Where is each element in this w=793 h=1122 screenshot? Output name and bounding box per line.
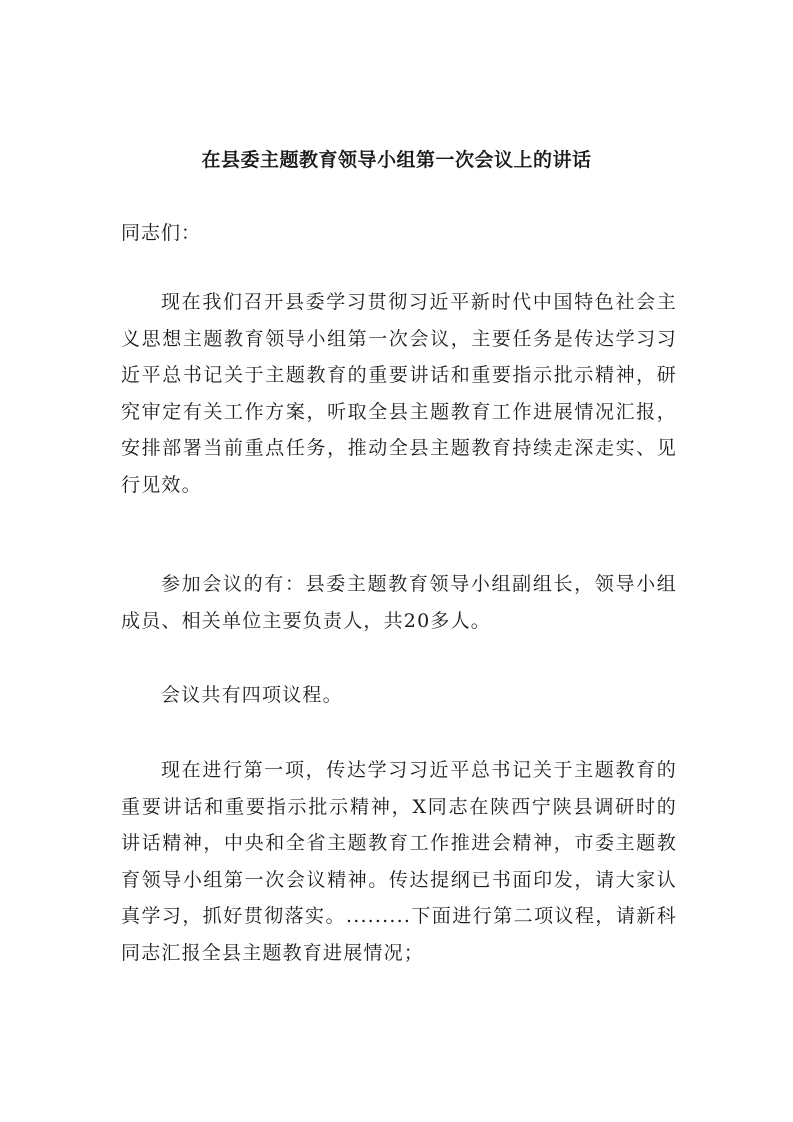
document-title: 在县委主题教育领导小组第一次会议上的讲话	[201, 149, 592, 171]
paragraph-attendees: 参加会议的有：县委主题教育领导小组副组长，领导小组成员、相关单位主要负责人，共20多人。	[121, 573, 677, 632]
paragraph-first-item: 现在进行第一项，传达学习习近平总书记关于主题教育的重要讲话和重要指示批示精神，X同志在陕西宁陕县调研时的讲话精神，中央和全省主题教育工作推进会精神，市委主题教育领导小组第一次会议精神。传达提纲已书面印发，请大家认真学习，抓好贯彻落实。.........下面进行第二项议程，请新科同志汇报全县主题教育进展情况；	[121, 759, 677, 964]
paragraph-agenda-count: 会议共有四项议程。	[161, 684, 343, 706]
paragraph-opening: 现在我们召开县委学习贯彻习近平新时代中国特色社会主义思想主题教育领导小组第一次会议，主要任务是传达学习习近平总书记关于主题教育的重要讲话和重要指示批示精神，研究审定有关工作方案，听取全县主题教育工作进展情况汇报，安排部署当前重点任务，推动全县主题教育持续走深走实、见行见效。	[121, 291, 677, 496]
salutation: 同志们：	[121, 222, 202, 244]
